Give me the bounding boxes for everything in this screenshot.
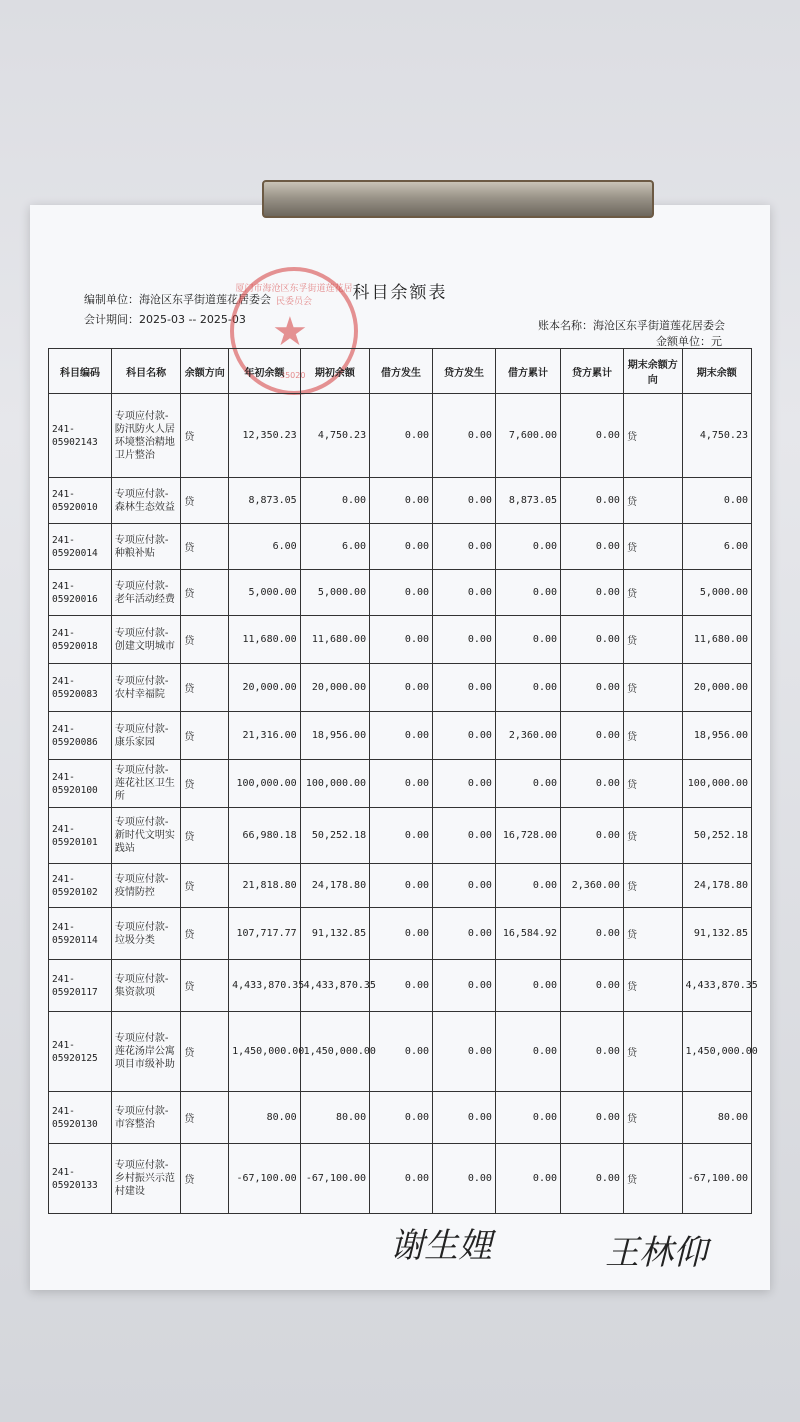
cell-year-open: 100,000.00 bbox=[229, 760, 301, 808]
signature-2: 王林仰 bbox=[605, 1233, 707, 1273]
table-row bbox=[49, 864, 752, 908]
cell-end-dir: 贷 bbox=[623, 864, 682, 908]
column-header: 贷方发生 bbox=[433, 349, 496, 394]
cell-end-bal: 6.00 bbox=[682, 524, 751, 570]
cell-debit: 0.00 bbox=[370, 616, 433, 664]
cell-dir: 贷 bbox=[181, 712, 229, 760]
cell-end-dir: 贷 bbox=[623, 1092, 682, 1144]
document-title: 科目余额表 bbox=[352, 283, 448, 303]
cell-end-bal: 1,450,000.00 bbox=[682, 1012, 751, 1092]
cell-name: 专项应付款-垃圾分类 bbox=[111, 908, 180, 960]
cell-period-open: 24,178.80 bbox=[300, 864, 369, 908]
cell-name: 专项应付款-新时代文明实践站 bbox=[111, 808, 180, 864]
header-row bbox=[49, 349, 752, 394]
table-row bbox=[49, 908, 752, 960]
table-row bbox=[49, 1012, 752, 1092]
cell-end-dir: 贷 bbox=[623, 908, 682, 960]
column-header: 科目编码 bbox=[49, 349, 112, 394]
cell-dir: 贷 bbox=[181, 760, 229, 808]
cell-period-open: 100,000.00 bbox=[300, 760, 369, 808]
column-header: 期末余额方向 bbox=[623, 349, 682, 394]
cell-code: 241-05920018 bbox=[49, 616, 112, 664]
ledger-sheet bbox=[30, 205, 770, 1290]
cell-debit: 0.00 bbox=[370, 760, 433, 808]
cell-credit-cum: 0.00 bbox=[561, 808, 624, 864]
cell-year-open: 20,000.00 bbox=[229, 664, 301, 712]
book-label: 账本名称：海沧区东孚街道莲花居委会 bbox=[538, 319, 725, 332]
cell-code: 241-05920100 bbox=[49, 760, 112, 808]
currency-label: 金额单位：元 bbox=[656, 335, 722, 348]
cell-debit-cum: 0.00 bbox=[495, 960, 560, 1012]
cell-debit-cum: 0.00 bbox=[495, 616, 560, 664]
cell-debit-cum: 2,360.00 bbox=[495, 712, 560, 760]
cell-dir: 贷 bbox=[181, 394, 229, 478]
cell-period-open: 11,680.00 bbox=[300, 616, 369, 664]
cell-period-open: -67,100.00 bbox=[300, 1144, 369, 1214]
cell-code: 241-05920016 bbox=[49, 570, 112, 616]
cell-credit: 0.00 bbox=[433, 1092, 496, 1144]
cell-end-dir: 贷 bbox=[623, 616, 682, 664]
cell-year-open: 4,433,870.35 bbox=[229, 960, 301, 1012]
table-row bbox=[49, 524, 752, 570]
cell-credit-cum: 0.00 bbox=[561, 570, 624, 616]
cell-debit: 0.00 bbox=[370, 664, 433, 712]
table-row bbox=[49, 808, 752, 864]
cell-dir: 贷 bbox=[181, 524, 229, 570]
column-header: 余额方向 bbox=[181, 349, 229, 394]
cell-dir: 贷 bbox=[181, 478, 229, 524]
cell-name: 专项应付款-防汛防火人居环境整治精地卫片整治 bbox=[111, 394, 180, 478]
cell-code: 241-05920130 bbox=[49, 1092, 112, 1144]
cell-debit-cum: 0.00 bbox=[495, 1012, 560, 1092]
cell-year-open: 8,873.05 bbox=[229, 478, 301, 524]
cell-credit: 0.00 bbox=[433, 394, 496, 478]
cell-end-dir: 贷 bbox=[623, 570, 682, 616]
cell-credit-cum: 0.00 bbox=[561, 1092, 624, 1144]
table-row bbox=[49, 478, 752, 524]
cell-end-dir: 贷 bbox=[623, 478, 682, 524]
cell-dir: 贷 bbox=[181, 570, 229, 616]
cell-year-open: 21,316.00 bbox=[229, 712, 301, 760]
cell-code: 241-05920125 bbox=[49, 1012, 112, 1092]
cell-dir: 贷 bbox=[181, 1144, 229, 1214]
cell-period-open: 80.00 bbox=[300, 1092, 369, 1144]
cell-credit: 0.00 bbox=[433, 616, 496, 664]
cell-name: 专项应付款-乡村振兴示范村建设 bbox=[111, 1144, 180, 1214]
cell-code: 241-05920086 bbox=[49, 712, 112, 760]
cell-credit-cum: 0.00 bbox=[561, 908, 624, 960]
cell-credit: 0.00 bbox=[433, 908, 496, 960]
cell-name: 专项应付款-农村幸福院 bbox=[111, 664, 180, 712]
cell-period-open: 1,450,000.00 bbox=[300, 1012, 369, 1092]
cell-credit-cum: 0.00 bbox=[561, 760, 624, 808]
cell-end-bal: 11,680.00 bbox=[682, 616, 751, 664]
cell-year-open: 107,717.77 bbox=[229, 908, 301, 960]
cell-debit-cum: 16,728.00 bbox=[495, 808, 560, 864]
cell-debit-cum: 0.00 bbox=[495, 570, 560, 616]
cell-end-dir: 贷 bbox=[623, 664, 682, 712]
cell-period-open: 4,433,870.35 bbox=[300, 960, 369, 1012]
period-label: 会计期间：2025-03 -- 2025-03 bbox=[84, 313, 246, 326]
cell-debit: 0.00 bbox=[370, 394, 433, 478]
cell-end-dir: 贷 bbox=[623, 960, 682, 1012]
balance-table bbox=[48, 348, 758, 1214]
cell-name: 专项应付款-种粮补贴 bbox=[111, 524, 180, 570]
cell-credit: 0.00 bbox=[433, 524, 496, 570]
cell-end-dir: 贷 bbox=[623, 808, 682, 864]
cell-code: 241-05920102 bbox=[49, 864, 112, 908]
cell-dir: 贷 bbox=[181, 960, 229, 1012]
cell-debit: 0.00 bbox=[370, 570, 433, 616]
column-header: 期末余额 bbox=[682, 349, 751, 394]
cell-year-open: 80.00 bbox=[229, 1092, 301, 1144]
cell-end-bal: 80.00 bbox=[682, 1092, 751, 1144]
cell-year-open: 1,450,000.00 bbox=[229, 1012, 301, 1092]
table-body bbox=[49, 394, 758, 1214]
cell-credit: 0.00 bbox=[433, 960, 496, 1012]
cell-end-bal: 0.00 bbox=[682, 478, 751, 524]
cell-dir: 贷 bbox=[181, 1092, 229, 1144]
table-row bbox=[49, 960, 752, 1012]
column-header: 年初余额 bbox=[229, 349, 301, 394]
cell-code: 241-05920133 bbox=[49, 1144, 112, 1214]
cell-period-open: 91,132.85 bbox=[300, 908, 369, 960]
table-row bbox=[49, 712, 752, 760]
cell-code: 241-05920117 bbox=[49, 960, 112, 1012]
cell-debit-cum: 8,873.05 bbox=[495, 478, 560, 524]
cell-end-bal: 4,433,870.35 bbox=[682, 960, 751, 1012]
cell-debit: 0.00 bbox=[370, 1092, 433, 1144]
cell-period-open: 6.00 bbox=[300, 524, 369, 570]
cell-debit: 0.00 bbox=[370, 1144, 433, 1214]
cell-debit-cum: 0.00 bbox=[495, 1092, 560, 1144]
seal-text: 厦门市海沧区东孚街道莲花居民委员会 bbox=[235, 284, 353, 307]
cell-dir: 贷 bbox=[181, 664, 229, 712]
cell-dir: 贷 bbox=[181, 1012, 229, 1092]
cell-credit-cum: 0.00 bbox=[561, 960, 624, 1012]
cell-year-open: 12,350.23 bbox=[229, 394, 301, 478]
cell-year-open: 11,680.00 bbox=[229, 616, 301, 664]
cell-end-bal: 50,252.18 bbox=[682, 808, 751, 864]
cell-debit-cum: 0.00 bbox=[495, 864, 560, 908]
cell-end-bal: 20,000.00 bbox=[682, 664, 751, 712]
cell-debit: 0.00 bbox=[370, 712, 433, 760]
cell-year-open: -67,100.00 bbox=[229, 1144, 301, 1214]
cell-credit: 0.00 bbox=[433, 808, 496, 864]
cell-code: 241-05920083 bbox=[49, 664, 112, 712]
cell-credit: 0.00 bbox=[433, 1012, 496, 1092]
cell-credit-cum: 0.00 bbox=[561, 478, 624, 524]
cell-credit: 0.00 bbox=[433, 760, 496, 808]
cell-year-open: 66,980.18 bbox=[229, 808, 301, 864]
cell-debit: 0.00 bbox=[370, 864, 433, 908]
cell-period-open: 4,750.23 bbox=[300, 394, 369, 478]
cell-end-bal: 100,000.00 bbox=[682, 760, 751, 808]
cell-code: 241-05920114 bbox=[49, 908, 112, 960]
column-header: 期初余额 bbox=[300, 349, 369, 394]
cell-end-bal: 91,132.85 bbox=[682, 908, 751, 960]
clipboard-bar bbox=[262, 180, 654, 218]
cell-debit: 0.00 bbox=[370, 908, 433, 960]
cell-credit-cum: 0.00 bbox=[561, 524, 624, 570]
table-row bbox=[49, 394, 752, 478]
cell-debit: 0.00 bbox=[370, 960, 433, 1012]
cell-debit-cum: 7,600.00 bbox=[495, 394, 560, 478]
cell-name: 专项应付款-疫情防控 bbox=[111, 864, 180, 908]
cell-end-bal: 18,956.00 bbox=[682, 712, 751, 760]
cell-name: 专项应付款-莲花社区卫生所 bbox=[111, 760, 180, 808]
cell-credit: 0.00 bbox=[433, 478, 496, 524]
cell-code: 241-05902143 bbox=[49, 394, 112, 478]
cell-end-dir: 贷 bbox=[623, 1012, 682, 1092]
cell-debit-cum: 0.00 bbox=[495, 524, 560, 570]
cell-period-open: 5,000.00 bbox=[300, 570, 369, 616]
cell-end-bal: 4,750.23 bbox=[682, 394, 751, 478]
cell-credit-cum: 0.00 bbox=[561, 1012, 624, 1092]
cell-debit: 0.00 bbox=[370, 1012, 433, 1092]
star-icon: ★ bbox=[272, 309, 308, 355]
cell-end-dir: 贷 bbox=[623, 712, 682, 760]
cell-debit: 0.00 bbox=[370, 524, 433, 570]
cell-credit: 0.00 bbox=[433, 570, 496, 616]
cell-name: 专项应付款-老年活动经费 bbox=[111, 570, 180, 616]
cell-credit: 0.00 bbox=[433, 1144, 496, 1214]
table-row bbox=[49, 616, 752, 664]
cell-debit-cum: 0.00 bbox=[495, 1144, 560, 1214]
cell-code: 241-05920101 bbox=[49, 808, 112, 864]
cell-dir: 贷 bbox=[181, 808, 229, 864]
cell-name: 专项应付款-森林生态效益 bbox=[111, 478, 180, 524]
cell-period-open: 0.00 bbox=[300, 478, 369, 524]
cell-name: 专项应付款-市容整治 bbox=[111, 1092, 180, 1144]
cell-code: 241-05920010 bbox=[49, 478, 112, 524]
cell-end-dir: 贷 bbox=[623, 760, 682, 808]
cell-code: 241-05920014 bbox=[49, 524, 112, 570]
table-row bbox=[49, 570, 752, 616]
signature-1: 谢生娌 bbox=[390, 1226, 492, 1266]
cell-credit-cum: 0.00 bbox=[561, 1144, 624, 1214]
cell-end-bal: -67,100.00 bbox=[682, 1144, 751, 1214]
cell-end-dir: 贷 bbox=[623, 524, 682, 570]
cell-credit-cum: 2,360.00 bbox=[561, 864, 624, 908]
cell-name: 专项应付款-莲花汤岸公寓项目市级补助 bbox=[111, 1012, 180, 1092]
cell-name: 专项应付款-康乐家园 bbox=[111, 712, 180, 760]
cell-dir: 贷 bbox=[181, 616, 229, 664]
cell-debit: 0.00 bbox=[370, 478, 433, 524]
table-row bbox=[49, 1092, 752, 1144]
cell-credit: 0.00 bbox=[433, 664, 496, 712]
cell-period-open: 20,000.00 bbox=[300, 664, 369, 712]
cell-end-dir: 贷 bbox=[623, 394, 682, 478]
cell-year-open: 5,000.00 bbox=[229, 570, 301, 616]
cell-credit-cum: 0.00 bbox=[561, 664, 624, 712]
cell-debit-cum: 16,584.92 bbox=[495, 908, 560, 960]
cell-end-dir: 贷 bbox=[623, 1144, 682, 1214]
seal-code: 35020 bbox=[280, 371, 306, 380]
cell-dir: 贷 bbox=[181, 908, 229, 960]
cell-period-open: 50,252.18 bbox=[300, 808, 369, 864]
cell-name: 专项应付款-集资款项 bbox=[111, 960, 180, 1012]
cell-credit-cum: 0.00 bbox=[561, 616, 624, 664]
cell-debit-cum: 0.00 bbox=[495, 760, 560, 808]
cell-name: 专项应付款-创建文明城市 bbox=[111, 616, 180, 664]
column-header: 借方发生 bbox=[370, 349, 433, 394]
table-row bbox=[49, 760, 752, 808]
cell-debit-cum: 0.00 bbox=[495, 664, 560, 712]
table-row bbox=[49, 1144, 752, 1214]
cell-credit: 0.00 bbox=[433, 712, 496, 760]
cell-end-bal: 24,178.80 bbox=[682, 864, 751, 908]
cell-dir: 贷 bbox=[181, 864, 229, 908]
cell-year-open: 21,818.80 bbox=[229, 864, 301, 908]
table-row bbox=[49, 664, 752, 712]
column-header: 贷方累计 bbox=[561, 349, 624, 394]
cell-credit: 0.00 bbox=[433, 864, 496, 908]
cell-debit: 0.00 bbox=[370, 808, 433, 864]
cell-year-open: 6.00 bbox=[229, 524, 301, 570]
cell-credit-cum: 0.00 bbox=[561, 712, 624, 760]
unit-label: 编制单位：海沧区东孚街道莲花居委会 bbox=[84, 293, 271, 306]
cell-credit-cum: 0.00 bbox=[561, 394, 624, 478]
column-header: 借方累计 bbox=[495, 349, 560, 394]
column-header: 科目名称 bbox=[111, 349, 180, 394]
cell-end-bal: 5,000.00 bbox=[682, 570, 751, 616]
cell-period-open: 18,956.00 bbox=[300, 712, 369, 760]
